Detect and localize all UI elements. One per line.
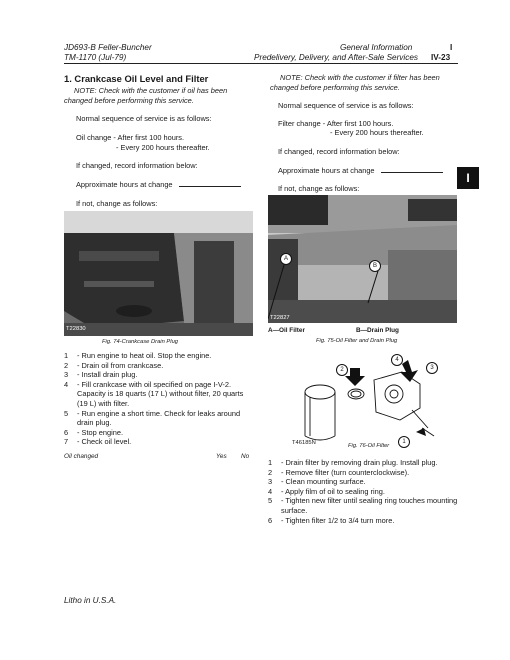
footer-litho: Litho in U.S.A.: [64, 596, 117, 605]
callout-4: 4: [391, 354, 403, 366]
callout-1: 1: [398, 436, 410, 448]
list-item: 6 - Stop engine.: [64, 427, 124, 437]
left-if-not: If not, change as follows:: [76, 199, 158, 208]
callout-a: A: [280, 253, 292, 265]
right-approx-hours: [278, 166, 468, 176]
left-approx-hours-field[interactable]: [179, 180, 241, 187]
list-item: 2 - Remove filter (turn counterclockwise).: [268, 467, 410, 477]
fig76-caption: Fig. 76-Oil Filter: [348, 443, 390, 449]
crankcase-drain-plug-photo: [64, 211, 253, 336]
left-if-changed: If changed, record information below:: [76, 161, 198, 170]
fig74-photo-code: T22830: [66, 326, 86, 332]
crankcase-photo-art: [64, 211, 253, 336]
section-title: General Information: [340, 43, 413, 52]
right-approx-hours-field[interactable]: [381, 166, 443, 173]
list-item: 5 - Tighten new filter until sealing ring touches mounting surface.: [268, 496, 458, 515]
filter-change-first: Filter change - After first 100 hours.: [278, 119, 394, 128]
section-heading: 1. Crankcase Oil Level and Filter: [64, 73, 209, 84]
fig74-caption: Fig. 74-Crankcase Drain Plug: [102, 339, 179, 345]
right-if-not: If not, change as follows:: [278, 184, 360, 193]
right-note: NOTE: Check with the customer if filter has been changed before performing this service.: [270, 73, 440, 92]
list-item: 4 - Apply film of oil to sealing ring.: [268, 486, 385, 496]
oil-change-first: Oil change - After first 100 hours.: [76, 133, 185, 142]
header-rule: [64, 63, 458, 64]
fig75-photo-code: T22827: [270, 315, 290, 321]
left-approx-hours: [76, 180, 266, 190]
list-item: 3 - Install drain plug.: [64, 370, 138, 380]
oil-change-every: - Every 200 hours thereafter.: [116, 143, 210, 152]
right-approx-hours-label: Approximate hours at change: [278, 166, 375, 175]
oil-changed-label: Oil changed: [64, 453, 99, 460]
callout-3: 3: [426, 362, 438, 374]
callout-2: 2: [336, 364, 348, 376]
right-steps: [268, 458, 458, 525]
list-item: 5 - Run engine a short time. Check for leaks around drain plug.: [64, 408, 241, 428]
list-item: 4 - Fill crankcase with oil specified on page I-V-2. Capacity is 18 quarts (17 L) without filter, 20 quarts (19 L) with filter.: [64, 379, 244, 408]
manual-number: TM-1170 (Jul-79): [64, 53, 127, 62]
list-item: 1 - Run engine to heat oil. Stop the engine.: [64, 351, 212, 360]
list-item: 2 - Drain oil from crankcase.: [64, 360, 164, 370]
oil-changed-no[interactable]: No: [241, 453, 250, 460]
oil-filter-drain-plug-photo: [268, 195, 457, 323]
filter-photo-art: [268, 195, 457, 323]
left-approx-hours-label: Approximate hours at change: [76, 180, 173, 189]
label-oil-filter: A—Oil Filter: [268, 327, 305, 334]
oil-changed-yes[interactable]: Yes: [216, 453, 227, 460]
left-normal-sequence: Normal sequence of service is as follows:: [76, 114, 212, 123]
right-normal-sequence: Normal sequence of service is as follows:: [278, 101, 414, 110]
manual-title: JD693-B Feller-Buncher: [64, 43, 152, 52]
left-note: NOTE: Check with the customer if oil has been changed before performing this service.: [64, 86, 228, 105]
fig76-photo-code: T46185N: [292, 440, 316, 446]
oil-filter-drawing: [294, 350, 444, 448]
list-item: 1 - Drain filter by removing drain plug. Install plug.: [268, 458, 438, 467]
page-number: IV-23: [431, 53, 451, 62]
callout-b: B: [369, 260, 381, 272]
oil-filter-line-art: [294, 350, 444, 448]
left-steps: [64, 351, 256, 447]
fig75-caption: Fig. 75-Oil Filter and Drain Plug: [316, 338, 398, 344]
section-tab: I: [457, 167, 479, 189]
subsection-title: Predelivery, Delivery, and After-Sale Services: [254, 53, 418, 62]
list-item: 7 - Check oil level.: [64, 437, 132, 447]
right-if-changed: If changed, record information below:: [278, 147, 400, 156]
filter-change-every: - Every 200 hours thereafter.: [330, 128, 424, 137]
label-drain-plug: B—Drain Plug: [356, 327, 399, 334]
list-item: 6 - Tighten filter 1/2 to 3/4 turn more.: [268, 515, 395, 525]
list-item: 3 - Clean mounting surface.: [268, 477, 366, 487]
section-number: I: [450, 43, 453, 52]
